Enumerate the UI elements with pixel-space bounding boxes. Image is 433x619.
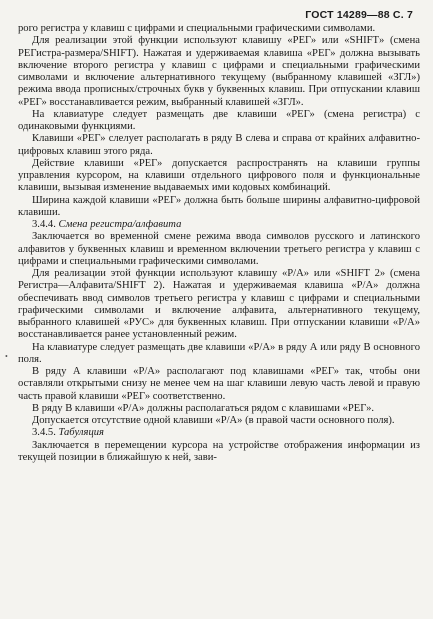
paragraph: В ряду В клавиши «Р/А» должны располагаться рядом с клавишами «РЕГ». [32,402,375,414]
paragraph: Заключается во временной смене режима ввода символов русского и латинского алфавитов у буквенных клавиш и временном включении третьего регистра у клавиш с цифрами и специальными графическими символами. [18,231,420,267]
paragraph: Заключается в перемещении курсора на устройстве отображения информации из текущей позиции в ближайшую к ней, зави- [18,439,420,463]
paragraph: Клавиши «РЕГ» слелует располагать в ряду В слева и справа от крайних алфавитно-цифровых клавиш этого ряда. [18,133,420,157]
section-number: 3.4.4. [32,219,56,230]
margin-mark: • [5,352,8,361]
section-heading [18,427,420,439]
section-number: 3.4.5. [32,427,56,439]
page-header: ГОСТ 14289—88 С. 7 [305,9,413,21]
section-heading [18,219,420,231]
paragraph: На клавиатуре следует размещать две клавиши «Р/А» в ряду А или ряду В основного поля. [18,341,420,365]
paragraph: Для реализации этой функции используют клавишу «Р/А» или «SHIFT 2» (смена Регистра—Алфавита/SHIFT 2). Нажатая и удерживаемая клавиша «Р/А» должна обеспечивать ввод символов третьего регистра у клавиш с цифрами и специальными графическими символами и включение алфавита, альтернативного текущему, выбранного клавишей «РУС» для буквенных клавиш. При отпускании клавиши «Р/А» восстанавливается ранее установленный режим. [18,268,420,341]
paragraph: На клавиатуре следует размещать две клавиши «РЕГ» (смена регистра) с одинаковыми функциями. [18,108,420,132]
paragraph: Допускается отсутствие одной клавиши «Р/А» (в правой части основного поля). [32,415,395,426]
section-title: Смена регистра/алфавита [58,219,182,230]
paragraph: Ширина каждой клавиши «РЕГ» должна быть больше ширины алфавитно-цифровой клавиши. [18,194,420,218]
paragraph: В ряду А клавиши «Р/А» располагают под клавишами «РЕГ» так, чтобы они оставляли открытыми снизу не менее чем на шаг клавиши левую часть левой и правую часть правой клавиши «РЕГ» соответственно. [18,366,420,402]
paragraph: Для реализации этой функции используют клавишу «РЕГ» или «SHIFT» (смена РЕГистра-размера/SHIFT). Нажатая и удерживаемая клавиша «РЕГ» должна вызывать включение второго регистра у клавиш с цифрами и специальными графическими символами и включение альтернативного текущему (выбранному клавишей «ЗГЛ») режима ввода прописных/строчных букв у буквенных клавиш. При отпускании клавиш «РЕГ» восстанавливается режим, выбранный клавишей «ЗГЛ». [18,35,420,108]
paragraph: Действие клавиши «РЕГ» допускается распространять на клавиши группы управления курсором, на клавиши отдельного цифрового поля и функциональные клавиши, вызывая изменение выдаваемых ими кодовых комбинаций. [18,157,420,194]
paragraph-continuation: рого регистра у клавиш с цифрами и специальными графическими символами. [18,23,376,34]
document-body [18,23,420,464]
section-title: Табуляция [58,427,104,439]
